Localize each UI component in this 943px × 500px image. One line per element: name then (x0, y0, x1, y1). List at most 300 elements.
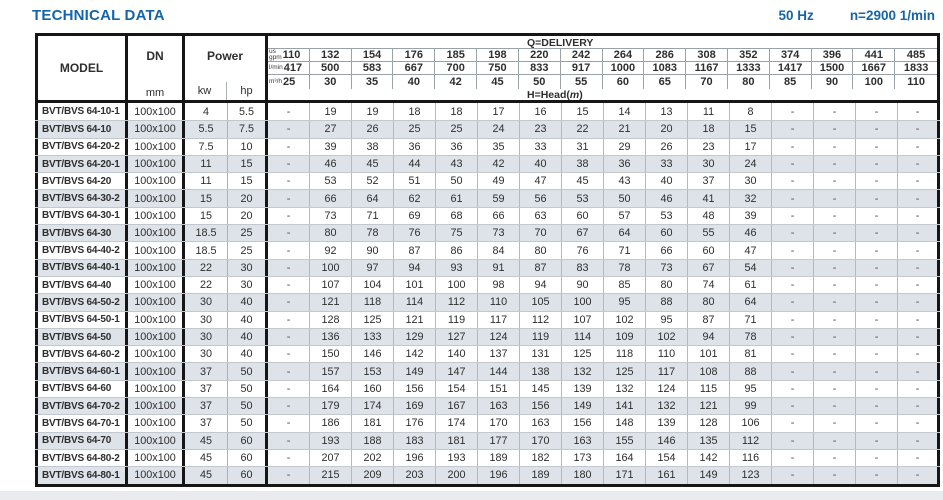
delivery-header-cell (853, 75, 895, 89)
delivery-header-cell (686, 62, 728, 74)
head-value-cell: 181 (352, 415, 394, 431)
delivery-header-cell (393, 75, 435, 89)
head-value-cell: - (898, 225, 940, 241)
table-row (35, 120, 940, 137)
delivery-value: 30 (324, 76, 337, 88)
head-value-cell: 46 (646, 190, 688, 206)
delivery-header-cell (268, 49, 310, 61)
head-value-cell: 19 (352, 103, 394, 120)
head-value-cell: 196 (478, 467, 520, 483)
hp-cell: 7.5 (228, 121, 268, 137)
delivery-value: 55 (574, 76, 588, 88)
head-value-cell: 80 (646, 277, 688, 293)
head-value-cell: - (814, 208, 856, 224)
head-value-cell: 40 (520, 156, 562, 172)
delivery-value: 185 (446, 49, 465, 61)
head-value-cell: 38 (352, 139, 394, 155)
head-value-cell: 163 (478, 398, 520, 414)
head-value-cell: 110 (646, 346, 688, 362)
head-value-cell: - (898, 139, 940, 155)
column-header-dn (128, 36, 185, 100)
head-value-cell: 95 (646, 312, 688, 328)
head-value-cell: - (268, 103, 310, 120)
head-value-cell: - (856, 139, 898, 155)
head-value-cell: - (268, 450, 310, 466)
table-header (35, 36, 940, 103)
kw-cell: 5.5 (185, 121, 228, 137)
model-cell: BVT/BVS 64-20-1 (35, 156, 128, 172)
head-value-cell: - (814, 363, 856, 379)
head-value-cell: - (856, 260, 898, 276)
head-value-cell: 23 (688, 139, 730, 155)
delivery-header-cell (310, 62, 352, 74)
head-value-cell: - (268, 277, 310, 293)
table-row (35, 380, 940, 397)
head-value-cell: 49 (478, 173, 520, 189)
head-value-cell: 170 (478, 415, 520, 431)
head-value-cell: - (772, 139, 814, 155)
head-value-cell: 161 (646, 467, 688, 483)
head-value-cell: 100 (436, 277, 478, 293)
dn-cell: 100x100 (128, 346, 185, 362)
delivery-value: 45 (491, 76, 504, 88)
table-row (35, 397, 940, 414)
head-value-cell: 11 (688, 103, 730, 120)
dn-cell: 100x100 (128, 363, 185, 379)
head-value-cell: 182 (520, 450, 562, 466)
head-value-cell: - (814, 450, 856, 466)
hp-cell: 10 (228, 139, 268, 155)
delivery-header-cell (435, 75, 477, 89)
head-value-cell: 53 (646, 208, 688, 224)
hp-cell: 50 (228, 363, 268, 379)
delivery-value: 1500 (819, 62, 845, 74)
head-value-cell: 118 (352, 294, 394, 310)
head-value-cell: 87 (394, 242, 436, 258)
head-value-cell: 180 (562, 467, 604, 483)
head-value-cell: - (268, 260, 310, 276)
delivery-value: 917 (571, 62, 591, 74)
model-cell: BVT/BVS 64-60-1 (35, 363, 128, 379)
model-cell: BVT/BVS 64-70 (35, 433, 128, 449)
dn-cell: 100x100 (128, 329, 185, 345)
head-value-cell: 66 (310, 190, 352, 206)
head-value-cell: 140 (436, 346, 478, 362)
delivery-header-cell (812, 75, 854, 89)
head-value-cell: 108 (688, 363, 730, 379)
head-value-cell: - (772, 312, 814, 328)
head-value-cell: - (898, 398, 940, 414)
head-value-cell: 61 (436, 190, 478, 206)
delivery-value: 441 (864, 49, 883, 61)
delivery-value: 700 (446, 62, 465, 74)
head-value-cell: - (856, 415, 898, 431)
delivery-value: 85 (784, 76, 797, 88)
head-value-cell: 188 (352, 433, 394, 449)
power-label: Power (206, 49, 243, 63)
delivery-header-cell (603, 75, 645, 89)
head-value-cell: - (268, 312, 310, 328)
head-value-cell: - (814, 242, 856, 258)
head-value-cell: - (772, 329, 814, 345)
model-cell: BVT/BVS 64-10 (35, 121, 128, 137)
head-value-cell: - (856, 121, 898, 137)
model-cell: BVT/BVS 64-70-1 (35, 415, 128, 431)
table-row (35, 466, 940, 483)
head-value-cell: 117 (646, 363, 688, 379)
head-value-cell: - (814, 225, 856, 241)
head-value-cell: 92 (310, 242, 352, 258)
head-value-cell: - (856, 208, 898, 224)
head-value-cell: 156 (394, 381, 436, 397)
head-value-cell: 154 (646, 450, 688, 466)
dn-cell: 100x100 (128, 260, 185, 276)
head-value-cell: - (268, 381, 310, 397)
head-value-cell: 107 (562, 312, 604, 328)
head-value-cell: 21 (604, 121, 646, 137)
dn-cell: 100x100 (128, 103, 185, 120)
delivery-header-cell (393, 49, 435, 61)
delivery-header-cell (895, 75, 937, 89)
delivery-value: 50 (533, 76, 546, 88)
head-value-cell: 80 (310, 225, 352, 241)
head-value-cell: 109 (604, 329, 646, 345)
head-value-cell: 36 (436, 139, 478, 155)
head-value-cell: 174 (352, 398, 394, 414)
delivery-header-cell (561, 62, 603, 74)
table-row (35, 362, 940, 379)
head-value-cell: 151 (478, 381, 520, 397)
head-value-cell: - (898, 312, 940, 328)
head-value-cell: - (772, 190, 814, 206)
kw-cell: 37 (185, 363, 228, 379)
head-value-cell: - (772, 346, 814, 362)
delivery-value: 80 (742, 76, 755, 88)
head-value-cell: - (814, 294, 856, 310)
delivery-value: 90 (825, 76, 839, 88)
spec-labels (779, 8, 935, 23)
head-value-cell: 24 (478, 121, 520, 137)
page-bottom-strip (0, 491, 943, 500)
head-value-cell: 100 (310, 260, 352, 276)
head-value-cell: - (814, 433, 856, 449)
delivery-header-cell (310, 49, 352, 61)
delivery-header-cell (770, 75, 812, 89)
head-value-cell: 54 (730, 260, 772, 276)
delivery-value: 110 (282, 49, 301, 61)
dn-cell: 100x100 (128, 277, 185, 293)
head-value-cell: 36 (604, 156, 646, 172)
delivery-header-cell (268, 62, 310, 74)
hp-cell: 40 (228, 294, 268, 310)
delivery-value: 583 (362, 62, 382, 74)
model-cell: BVT/BVS 64-60 (35, 381, 128, 397)
delivery-label-strip (268, 36, 937, 49)
head-value-cell: 63 (520, 208, 562, 224)
head-value-cell: 36 (394, 139, 436, 155)
head-value-cell: 164 (604, 450, 646, 466)
head-value-cell: 43 (604, 173, 646, 189)
head-value-cell: 102 (646, 329, 688, 345)
head-value-cell: - (898, 381, 940, 397)
head-value-cell: 215 (310, 467, 352, 483)
head-value-cell: - (898, 467, 940, 483)
delivery-value: 65 (658, 76, 671, 88)
head-value-cell: 207 (310, 450, 352, 466)
head-value-cell: - (772, 225, 814, 241)
delivery-value: 42 (449, 76, 462, 88)
head-value-cell: 33 (646, 156, 688, 172)
head-value-cell: - (268, 363, 310, 379)
head-value-cell: 163 (520, 415, 562, 431)
delivery-value: 417 (283, 62, 303, 74)
delivery-value: 286 (655, 49, 674, 61)
model-cell: BVT/BVS 64-20-2 (35, 139, 128, 155)
head-value-cell: 107 (310, 277, 352, 293)
head-value-cell: - (814, 398, 856, 414)
delivery-header-cell (644, 62, 686, 74)
gpm-header-row (268, 49, 937, 62)
head-value-cell: 125 (562, 346, 604, 362)
head-value-cell: 39 (310, 139, 352, 155)
head-value-cell: 17 (730, 139, 772, 155)
head-value-cell: 193 (436, 450, 478, 466)
kw-cell: 37 (185, 415, 228, 431)
head-value-cell: 186 (310, 415, 352, 431)
head-value-cell: 164 (310, 381, 352, 397)
head-value-cell: - (268, 329, 310, 345)
head-value-cell: - (772, 294, 814, 310)
delivery-header-cell (310, 75, 352, 89)
head-value-cell: 46 (310, 156, 352, 172)
head-value-cell: 45 (352, 156, 394, 172)
head-value-cell: - (772, 103, 814, 120)
head-value-cell: 135 (688, 433, 730, 449)
delivery-header-cell (477, 49, 519, 61)
dn-cell: 100x100 (128, 173, 185, 189)
head-value-cell: - (898, 103, 940, 120)
delivery-header-cell (519, 49, 561, 61)
head-value-cell: 73 (646, 260, 688, 276)
head-value-cell: 8 (730, 103, 772, 120)
head-value-cell: 69 (394, 208, 436, 224)
head-value-cell: 200 (436, 467, 478, 483)
head-value-cell: 62 (394, 190, 436, 206)
head-value-cell: 100 (562, 294, 604, 310)
head-value-cell: - (772, 260, 814, 276)
head-value-cell: 146 (646, 433, 688, 449)
delivery-value: 396 (822, 49, 842, 61)
table-row (35, 189, 940, 206)
model-cell: BVT/BVS 64-10-1 (35, 103, 128, 120)
hp-cell: 20 (228, 190, 268, 206)
hp-cell: 15 (228, 156, 268, 172)
head-label: H=Head(m) (527, 89, 583, 101)
head-value-cell: 70 (520, 225, 562, 241)
head-value-cell: 71 (604, 242, 646, 258)
head-value-cell: - (268, 467, 310, 483)
head-value-cell: 156 (520, 398, 562, 414)
dn-cell: 100x100 (128, 156, 185, 172)
head-value-cell: - (772, 121, 814, 137)
head-value-cell: - (268, 190, 310, 206)
kw-cell: 45 (185, 433, 228, 449)
hp-cell: 25 (228, 242, 268, 258)
head-value-cell: - (898, 415, 940, 431)
delivery-header-cell (644, 49, 686, 61)
dn-cell: 100x100 (128, 312, 185, 328)
head-value-cell: 73 (478, 225, 520, 241)
head-value-cell: - (856, 312, 898, 328)
table-row (35, 293, 940, 310)
delivery-value: 1667 (861, 62, 887, 74)
dn-label: DN (146, 49, 164, 63)
head-value-cell: - (268, 208, 310, 224)
head-value-cell: 39 (730, 208, 772, 224)
head-value-cell: 132 (646, 398, 688, 414)
kw-cell: 22 (185, 277, 228, 293)
delivery-header-cell (352, 62, 394, 74)
head-value-cell: - (268, 225, 310, 241)
head-value-cell: 114 (562, 329, 604, 345)
delivery-value: 132 (321, 49, 340, 61)
head-value-cell: 153 (352, 363, 394, 379)
head-value-cell: 129 (394, 329, 436, 345)
head-value-cell: - (856, 294, 898, 310)
head-value-cell: - (814, 381, 856, 397)
head-value-cell: 25 (436, 121, 478, 137)
head-value-cell: 64 (604, 225, 646, 241)
head-value-cell: 94 (688, 329, 730, 345)
hp-cell: 15 (228, 173, 268, 189)
hp-cell: 30 (228, 260, 268, 276)
lmin-header-row (268, 62, 937, 75)
head-value-cell: - (898, 260, 940, 276)
head-value-cell: - (898, 190, 940, 206)
model-cell: BVT/BVS 64-50-2 (35, 294, 128, 310)
table-row (35, 155, 940, 172)
head-value-cell: 88 (646, 294, 688, 310)
head-value-cell: 95 (604, 294, 646, 310)
delivery-header-cell (728, 75, 770, 89)
head-value-cell: 128 (310, 312, 352, 328)
head-value-cell: - (856, 156, 898, 172)
head-value-cell: - (268, 242, 310, 258)
delivery-header-cell (895, 62, 937, 74)
head-value-cell: 76 (562, 242, 604, 258)
head-value-cell: 57 (604, 208, 646, 224)
delivery-header-cell (895, 49, 937, 61)
delivery-header-cell (686, 75, 728, 89)
head-value-cell: 183 (394, 433, 436, 449)
head-value-cell: 144 (478, 363, 520, 379)
model-cell: BVT/BVS 64-50-1 (35, 312, 128, 328)
delivery-header-block (268, 36, 940, 100)
head-value-cell: 68 (436, 208, 478, 224)
head-value-cell: 66 (478, 208, 520, 224)
head-value-cell: 112 (520, 312, 562, 328)
delivery-value: 100 (864, 76, 883, 88)
head-value-cell: - (898, 294, 940, 310)
table-row (35, 328, 940, 345)
head-value-cell: 33 (520, 139, 562, 155)
head-value-cell: 181 (436, 433, 478, 449)
table-row (35, 311, 940, 328)
kw-cell: 4 (185, 103, 228, 120)
head-value-cell: - (814, 415, 856, 431)
kw-cell: 11 (185, 156, 228, 172)
head-value-cell: 163 (562, 433, 604, 449)
head-value-cell: 25 (394, 121, 436, 137)
hp-cell: 20 (228, 208, 268, 224)
head-value-cell: 127 (436, 329, 478, 345)
head-value-cell: 53 (562, 190, 604, 206)
head-value-cell: 116 (730, 450, 772, 466)
unit-label-l-min: l/min (269, 63, 283, 71)
head-value-cell: 123 (730, 467, 772, 483)
head-value-cell: 43 (436, 156, 478, 172)
head-value-cell: - (772, 173, 814, 189)
delivery-value: 40 (407, 76, 420, 88)
head-value-cell: 132 (604, 381, 646, 397)
head-value-cell: 125 (604, 363, 646, 379)
head-value-cell: - (814, 173, 856, 189)
head-value-cell: 55 (688, 225, 730, 241)
head-value-cell: 176 (394, 415, 436, 431)
head-value-cell: - (268, 398, 310, 414)
head-value-cell: 125 (352, 312, 394, 328)
head-value-cell: 64 (352, 190, 394, 206)
head-value-cell: 37 (688, 173, 730, 189)
head-value-cell: 51 (394, 173, 436, 189)
head-value-cell: - (856, 450, 898, 466)
delivery-value: 1833 (903, 62, 929, 74)
delivery-header-cell (435, 62, 477, 74)
power-unit-row (184, 82, 267, 100)
head-value-cell: 66 (646, 242, 688, 258)
head-value-cell: 27 (310, 121, 352, 137)
kw-cell: 11 (185, 173, 228, 189)
head-value-cell: 121 (688, 398, 730, 414)
head-value-cell: - (814, 190, 856, 206)
delivery-header-cell (268, 75, 310, 89)
head-value-cell: - (856, 381, 898, 397)
kw-cell: 22 (185, 260, 228, 276)
kw-unit-label: kw (184, 82, 227, 100)
hp-cell: 60 (228, 450, 268, 466)
head-value-cell: 139 (562, 381, 604, 397)
delivery-header-cell (770, 49, 812, 61)
head-value-cell: - (856, 225, 898, 241)
head-value-cell: 154 (436, 381, 478, 397)
head-value-cell: - (856, 190, 898, 206)
head-value-cell: 209 (352, 467, 394, 483)
head-value-cell: 112 (436, 294, 478, 310)
head-value-cell: 38 (562, 156, 604, 172)
head-value-cell: - (772, 363, 814, 379)
head-value-cell: - (772, 415, 814, 431)
unit-label-m3-h: m³/h (269, 77, 282, 85)
head-value-cell: 35 (478, 139, 520, 155)
delivery-header-cell (435, 49, 477, 61)
delivery-value: 374 (780, 49, 800, 61)
model-cell: BVT/BVS 64-30-1 (35, 208, 128, 224)
head-value-cell: - (268, 139, 310, 155)
head-value-cell: 88 (730, 363, 772, 379)
dn-cell: 100x100 (128, 398, 185, 414)
delivery-value: 667 (404, 62, 424, 74)
head-value-cell: 177 (478, 433, 520, 449)
